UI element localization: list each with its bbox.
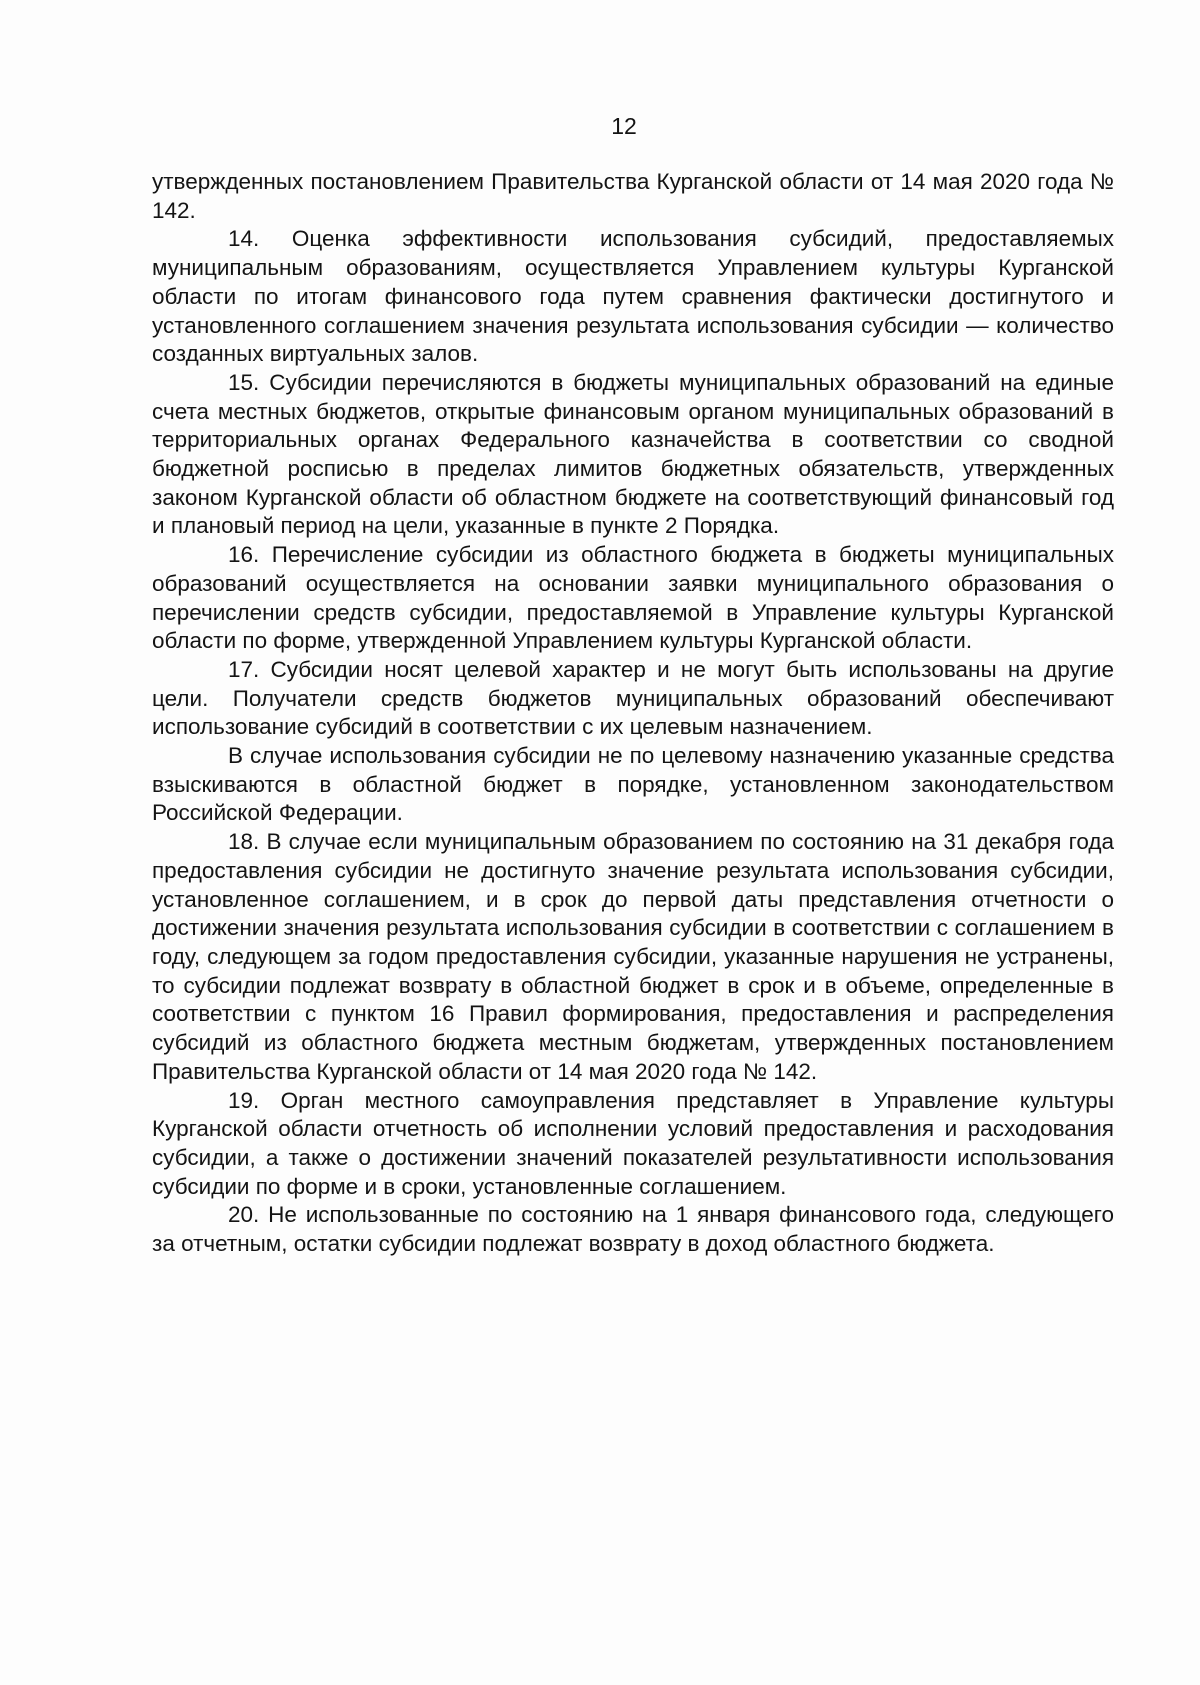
document-body [152, 168, 1114, 1259]
paragraph-17: 17. Субсидии носят целевой характер и не могут быть использованы на другие цели. Получатели средств бюджетов муниципальных образований обеспечивают использование субсидий в соответствии с их целевым назначением. [152, 656, 1114, 740]
paragraph-20: 20. Не использованные по состоянию на 1 января финансового года, следующего за отчетным, остатки субсидии подлежат возврату в доход областного бюджета. [152, 1202, 1114, 1257]
paragraph-19: 19. Орган местного самоуправления представляет в Управление культуры Курганской области отчетность об исполнении условий предоставления и расходования субсидии, а также о достижении значений показателей результативности использования субсидии по форме и в сроки, установленные соглашением. [152, 1087, 1114, 1199]
paragraph-16: 16. Перечисление субсидии из областного бюджета в бюджеты муниципальных образований осуществляется на основании заявки муниципального образования о перечислении средств субсидии, предоставляемой в Управление культуры Курганской области по форме, утвержденной Управлением культуры Курганской области. [152, 542, 1114, 654]
paragraph-continuation: утвержденных постановлением Правительства Курганской области от 14 мая 2020 года № 142. [152, 169, 1114, 223]
paragraph-17-misuse: В случае использования субсидии не по целевому назначению указанные средства взыскиваются в областной бюджет в порядке, установленном законодательством Российской Федерации. [152, 743, 1114, 826]
paragraph-15: 15. Субсидии перечисляются в бюджеты муниципальных образований на единые счета местных бюджетов, открытые финансовым органом муниципальных образований в территориальных органах Федерального казначейства в соответствии со сводной бюджетной росписью в пределах лимитов бюджетных обязательств, утвержденных законом Курганской области об областном бюджете на соответствующий финансовый год и плановый период на цели, указанные в пункте 2 Порядка. [152, 369, 1114, 539]
paragraph-18: 18. В случае если муниципальным образованием по состоянию на 31 декабря года предоставления субсидии не достигнуто значение результата использования субсидии, установленное соглашением, и в срок до первой даты представления отчетности о достижении значения результата использования субсидии в соответствии с соглашением в году, следующем за годом предоставления субсидии, указанные нарушения не устранены, то субсидии подлежат возврату в областной бюджет в срок и в объеме, определенные в соответствии с пунктом 16 Правил формирования, предоставления и распределения субсидий из областного бюджета местным бюджетам, утвержденных постановлением Правительства Курганской области от 14 мая 2020 года № 142. [152, 829, 1114, 1084]
paragraph-14: 14. Оценка эффективности использования субсидий, предоставляемых муниципальным образованиям, осуществляется Управлением культуры Курганской области по итогам финансового года путем сравнения фактически достигнутого и установленного соглашением значения результата использования субсидии — количество созданных виртуальных залов. [152, 226, 1114, 367]
page-number: 12 [611, 113, 637, 139]
